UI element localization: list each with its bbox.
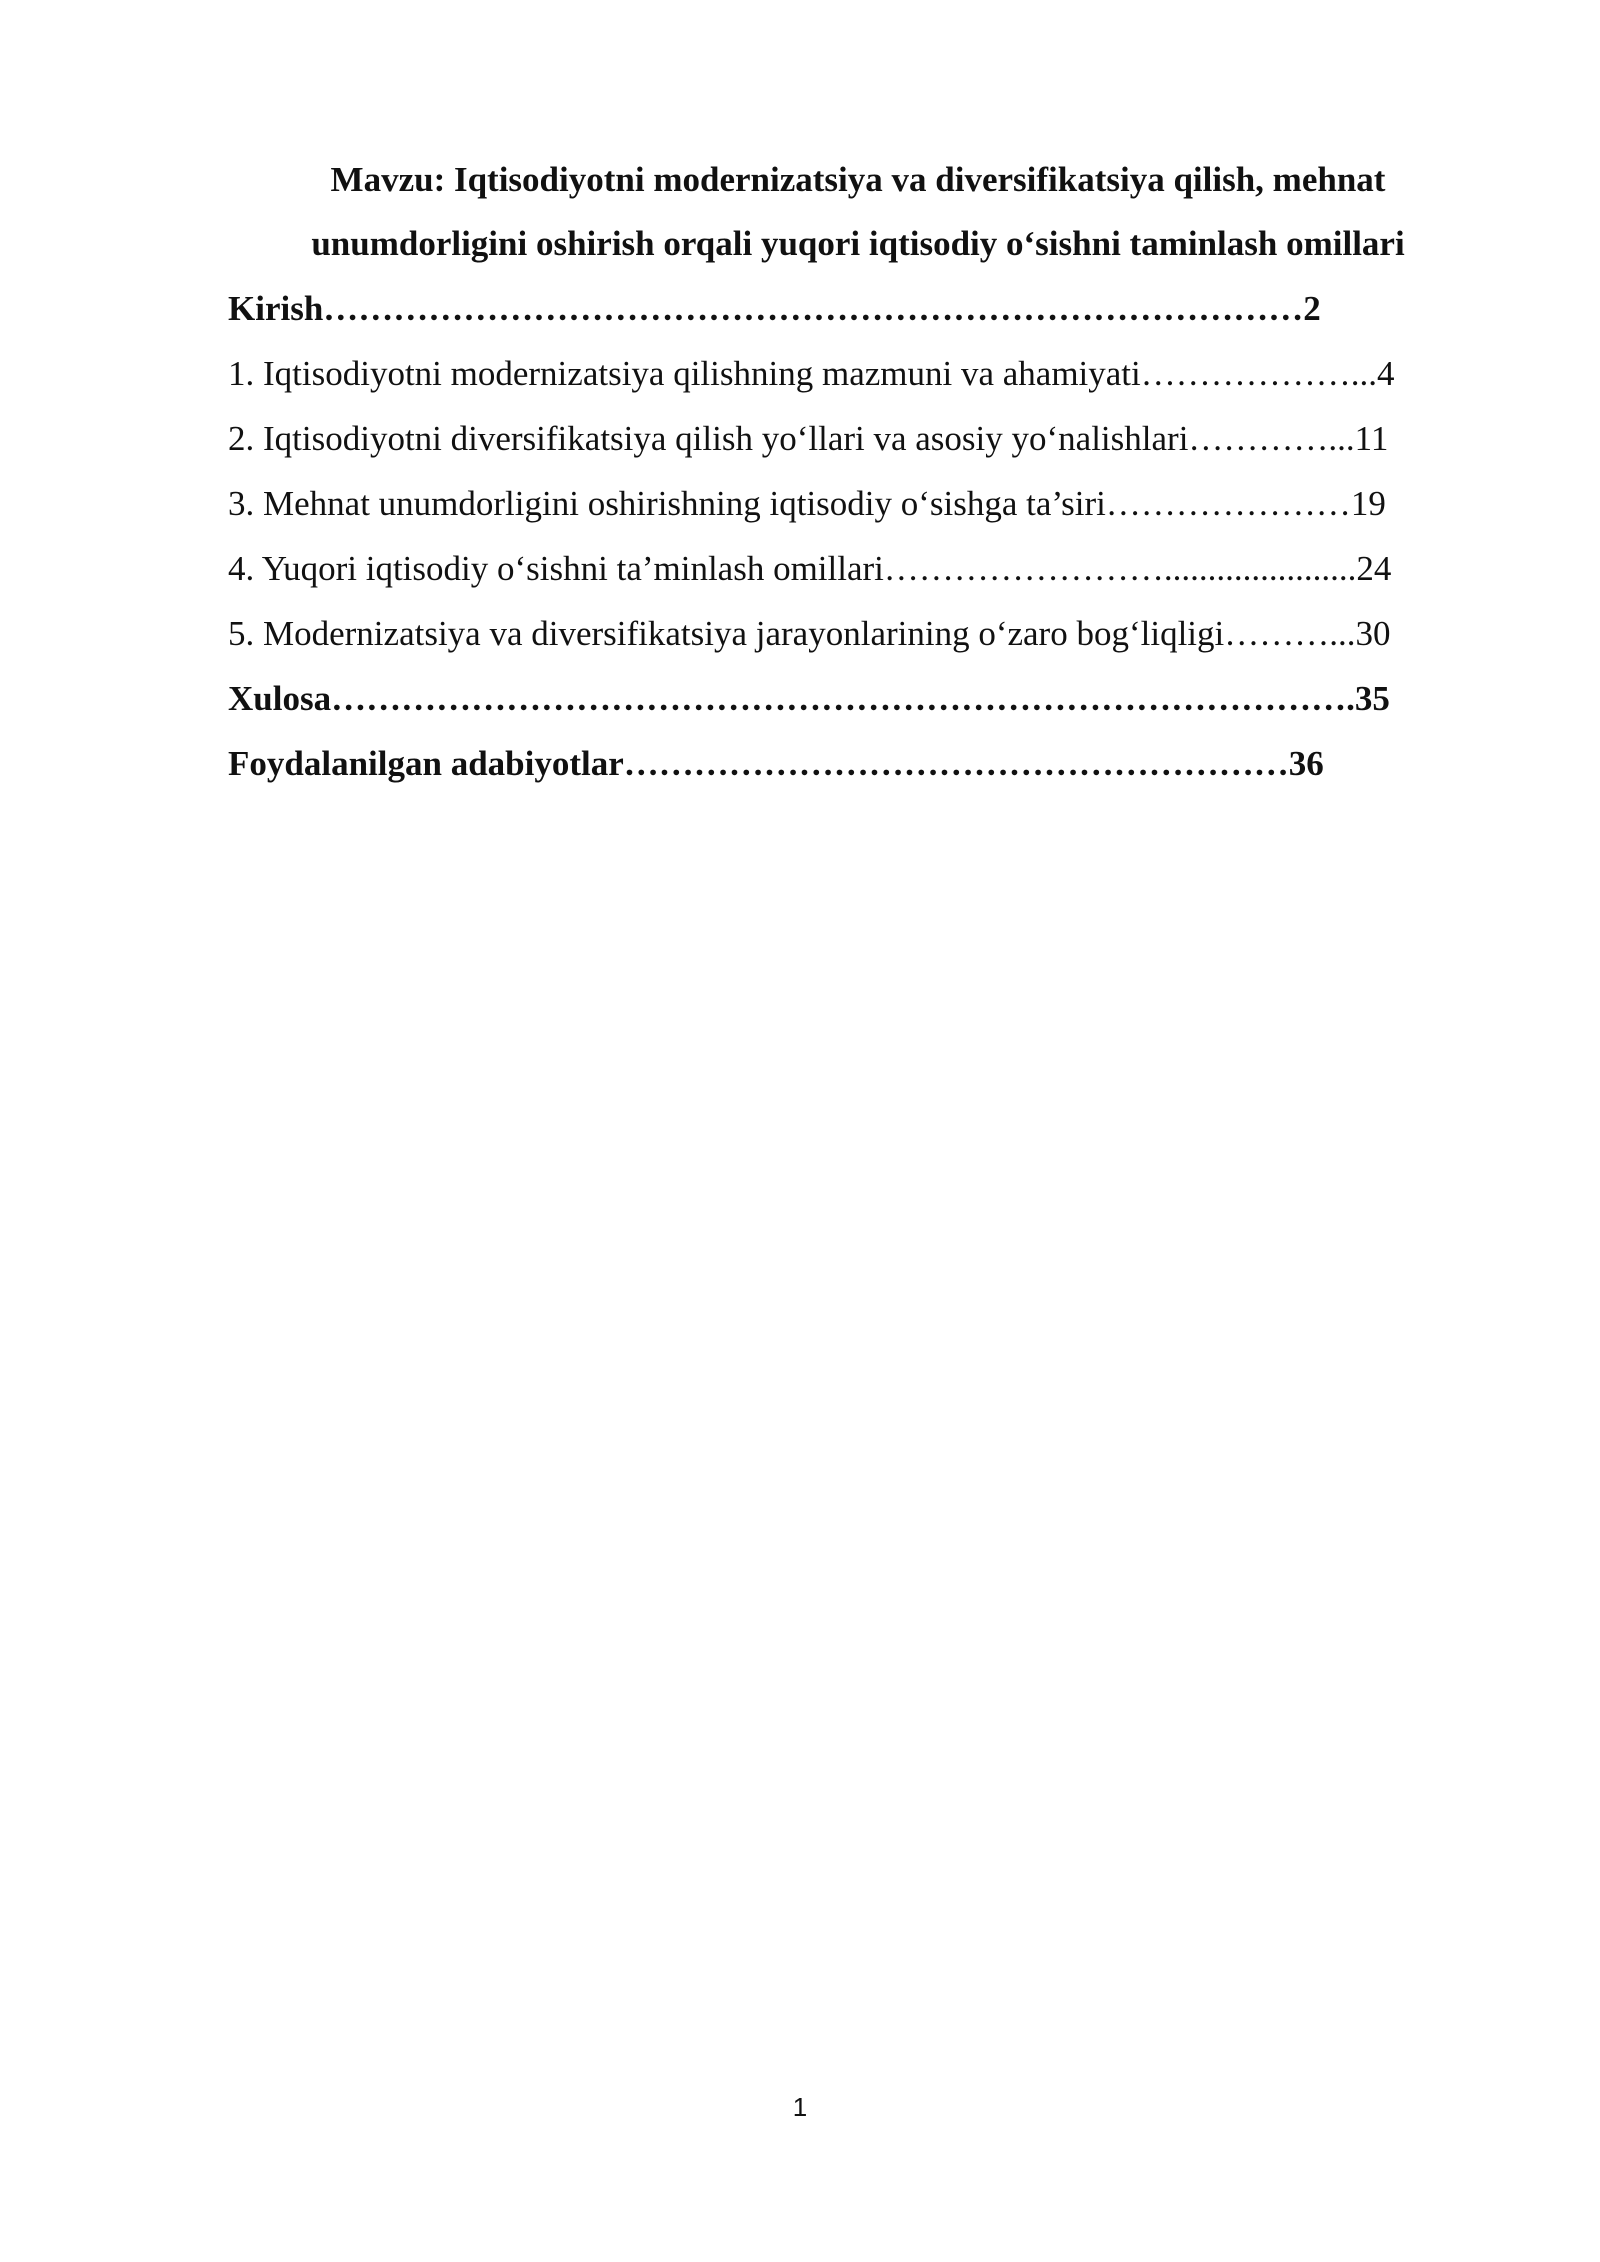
toc-entry-adabiyotlar: Foydalanilgan adabiyotlar…………………………………………………36 xyxy=(228,744,1324,783)
toc-entry-4: 4. Yuqori iqtisodiy o‘sishni ta’minlash omillari……………………......................24 xyxy=(228,549,1392,588)
title-line: unumdorligini oshirish orqali yuqori iqtisodiy o‘sishni taminlash omillari xyxy=(311,224,1405,263)
toc-entry-xulosa: Xulosa…………………………………………………………………………….35 xyxy=(228,679,1390,718)
page-number: 1 xyxy=(792,2092,808,2122)
toc-entry-5: 5. Modernizatsiya va diversifikatsiya jarayonlarining o‘zaro bog‘liqligi………...30 xyxy=(228,614,1391,653)
table-of-contents xyxy=(228,276,1488,796)
toc-entry-3: 3. Mehnat unumdorligini oshirishning iqtisodiy o‘sishga ta’siri…………………19 xyxy=(228,484,1386,523)
title-line: Mavzu: Iqtisodiyotni modernizatsiya va diversifikatsiya qilish, mehnat xyxy=(330,160,1386,199)
toc-entry-kirish: Kirish…………………………………………………………………………2 xyxy=(228,289,1321,328)
toc-entry-2: 2. Iqtisodiyotni diversifikatsiya qilish yo‘llari va asosiy yo‘nalishlari…………...11 xyxy=(228,419,1389,458)
toc-entry-1: 1. Iqtisodiyotni modernizatsiya qilishning mazmuni va ahamiyati………………...4 xyxy=(228,354,1395,393)
document-title xyxy=(228,148,1488,276)
